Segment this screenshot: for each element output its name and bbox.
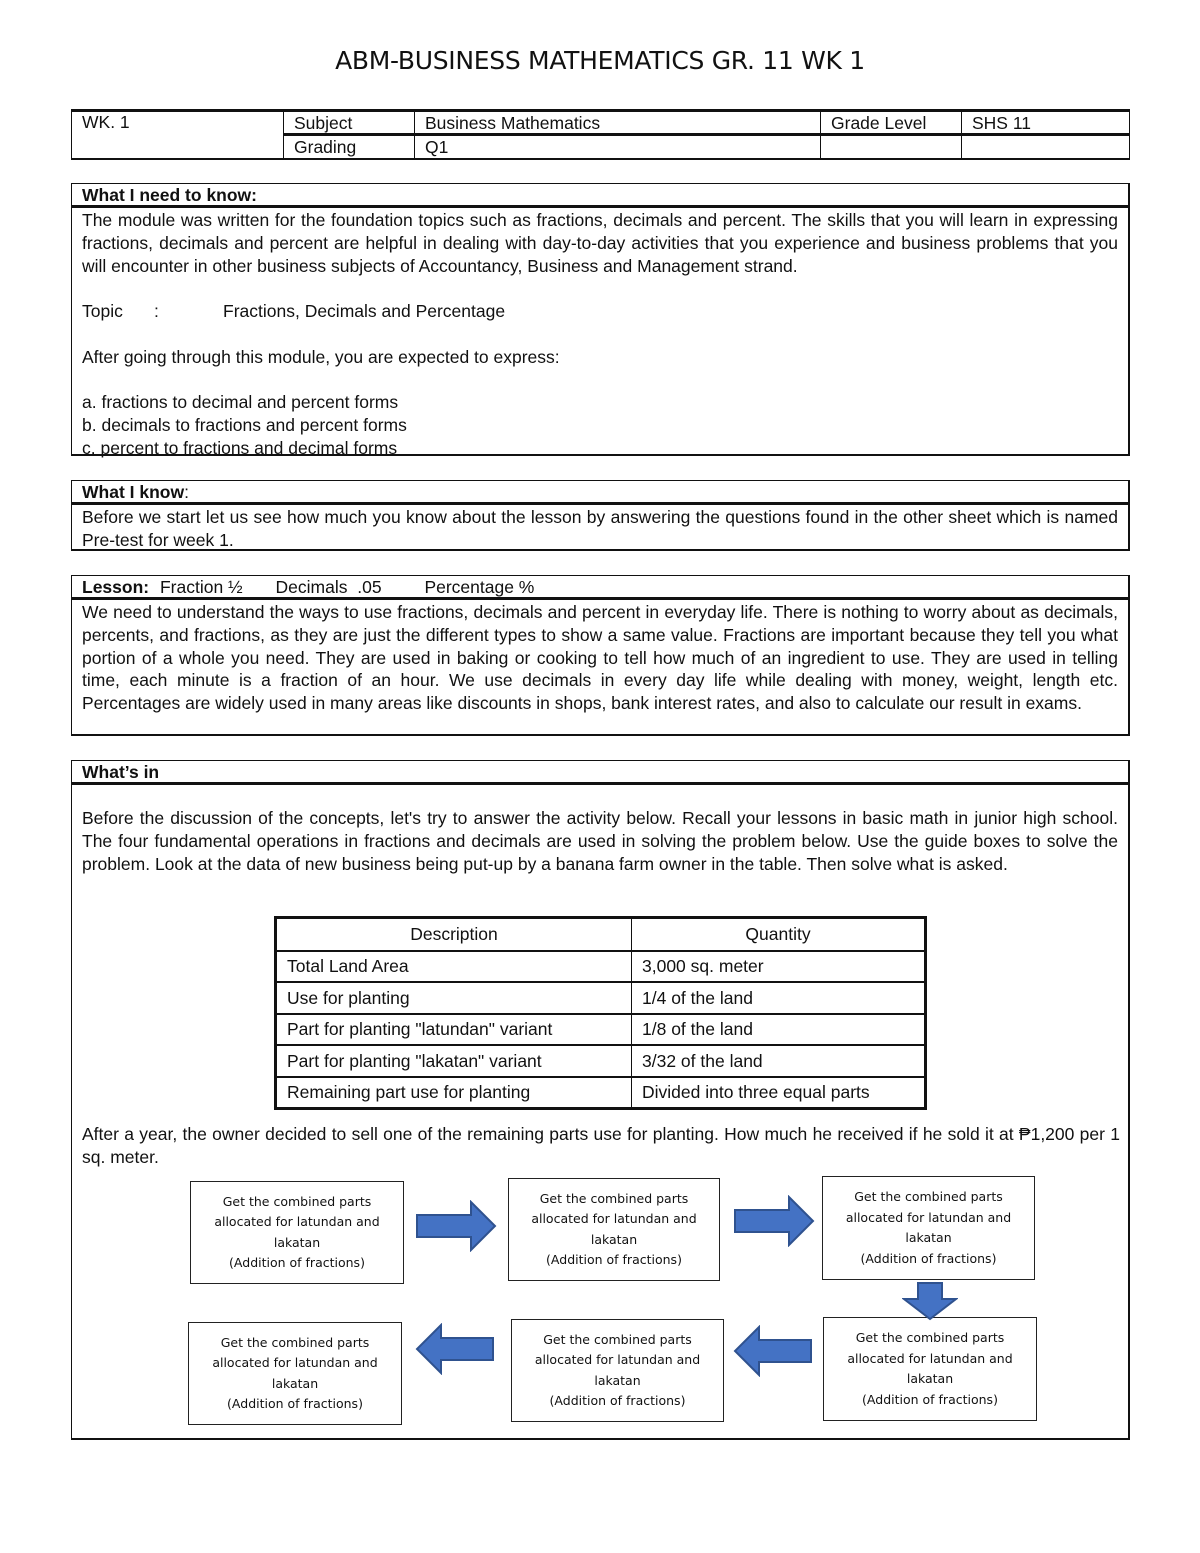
grading-value: Q1	[415, 135, 821, 159]
heading-text: What’s in	[82, 762, 160, 782]
step-box-1	[190, 1181, 404, 1284]
table-cell: Use for planting	[276, 982, 632, 1014]
table-row	[276, 1045, 926, 1077]
step-text: Get the combined parts	[539, 1190, 689, 1206]
arrow-left-icon	[733, 1325, 813, 1377]
column-header-quantity: Quantity	[632, 918, 926, 951]
step-text: lakatan	[906, 1371, 954, 1386]
step-text: Get the combined parts	[854, 1189, 1003, 1204]
lesson-section	[71, 575, 1130, 736]
step-text: (Addition of fractions)	[227, 1396, 363, 1411]
table-cell: 3,000 sq. meter	[632, 951, 926, 983]
step-text: (Addition of fractions)	[862, 1391, 998, 1407]
grading-label: Grading	[284, 135, 415, 159]
topic-value: Fractions, Decimals and Percentage	[223, 301, 506, 322]
step-text: (Addition of fractions)	[546, 1252, 682, 1267]
step-text: allocated for latundan and	[534, 1352, 701, 1367]
step-box-3	[822, 1176, 1035, 1280]
lesson-heading	[72, 576, 1128, 600]
step-box-5	[511, 1319, 724, 1422]
need-to-know-paragraph: The module was written for the foundation topics such as fractions, decimals and percent. The skills that you will learn in expressing fractions, decimals and percent are helpful in dealing with day-to-day activities that you experience and business problems that you will encounter in other business subjects of Accountancy, Business and Management strand.	[82, 210, 1118, 276]
whats-in-heading	[72, 761, 1128, 785]
step-text: allocated for latundan and	[847, 1350, 1013, 1366]
week-cell: WK. 1	[72, 111, 284, 159]
step-text: allocated for latundan and	[845, 1209, 1012, 1225]
column-header-description: Description	[276, 918, 632, 951]
table-row	[276, 982, 926, 1014]
step-text: Get the combined parts	[543, 1331, 692, 1347]
step-text: allocated for latundan and	[212, 1355, 378, 1370]
need-to-know-heading	[72, 184, 1128, 208]
step-text: lakatan	[273, 1234, 321, 1250]
table-cell: Part for planting "lakatan" variant	[276, 1045, 632, 1077]
table-row	[276, 951, 926, 983]
step-text: (Addition of fractions)	[860, 1250, 997, 1266]
what-i-know-paragraph: Before we start let us see how much you know about the lesson by answering the questions found in the other sheet which is named Pre-test for week 1.	[82, 507, 1118, 550]
table-row	[276, 1077, 926, 1109]
arrow-right-icon	[415, 1200, 497, 1252]
step-text: Get the combined parts	[220, 1334, 370, 1350]
step-text: lakatan	[905, 1230, 952, 1245]
step-box-4	[823, 1317, 1037, 1421]
arrow-left-icon	[415, 1323, 495, 1375]
lesson-fraction: Fraction ½	[159, 577, 243, 597]
heading-text: What I need to know:	[82, 185, 257, 205]
arrow-down-icon	[902, 1281, 958, 1321]
step-text: Get the combined parts	[855, 1330, 1005, 1345]
step-box-6	[188, 1322, 402, 1425]
banana-farm-table	[274, 916, 927, 1110]
subject-label: Subject	[284, 111, 415, 135]
objective-b: b. decimals to fractions and percent forms	[82, 415, 407, 436]
step-text: lakatan	[590, 1231, 638, 1247]
topic-colon: :	[154, 301, 159, 322]
step-text: lakatan	[594, 1372, 641, 1388]
table-cell: Remaining part use for planting	[276, 1077, 632, 1109]
lesson-percentage: Percentage %	[424, 577, 535, 597]
step-text: (Addition of fractions)	[549, 1393, 686, 1408]
table-cell: Total Land Area	[276, 951, 632, 983]
expectation-text: After going through this module, you are expected to express:	[82, 346, 560, 367]
heading-text: Lesson:	[82, 577, 150, 597]
grade-level-label: Grade Level	[821, 111, 962, 135]
heading-suffix: :	[184, 482, 189, 502]
lesson-decimals: Decimals .05	[275, 577, 382, 597]
heading-text: What I know	[82, 482, 185, 502]
what-i-know-heading	[72, 481, 1128, 505]
table-cell: Part for planting "latundan" variant	[276, 1014, 632, 1046]
lesson-paragraph: We need to understand the ways to use fractions, decimals and percent in everyday life. There is nothing to worry about as decimals, percents, and fractions, as they are just the different types to show a same value. Fractions are important because they tell you what portion of a whole you need. They are used in baking or cooking to tell how much of an ingredient to use. They are used in telling time, each minute is a fraction of an hour. We use decimals in every day life while dealing with money, weight, length etc. Percentages are widely used in many areas like discounts in shops, bank interest rates, and also to calculate our result in exams.	[82, 602, 1118, 714]
problem-question: After a year, the owner decided to sell one of the remaining parts use for planting. How much he received if he sold it at ₱1,200 per 1 sq. meter.	[82, 1124, 1120, 1167]
objective-c: c. percent to fractions and decimal forms	[82, 437, 398, 458]
grade-level-value: SHS 11	[962, 111, 1130, 135]
step-text: allocated for latundan and	[214, 1214, 380, 1229]
table-cell: 3/32 of the land	[632, 1045, 926, 1077]
topic-line	[82, 300, 1118, 323]
step-text: lakatan	[271, 1375, 319, 1391]
objective-a: a. fractions to decimal and percent forms	[82, 392, 399, 413]
empty-cell	[821, 135, 962, 159]
info-table	[71, 109, 1130, 160]
step-text: (Addition of fractions)	[229, 1255, 365, 1270]
table-cell: 1/8 of the land	[632, 1014, 926, 1046]
what-i-know-section	[71, 480, 1130, 551]
empty-cell	[962, 135, 1130, 159]
need-to-know-section	[71, 183, 1130, 456]
table-cell: 1/4 of the land	[632, 982, 926, 1014]
step-text: Get the combined parts	[222, 1193, 372, 1209]
table-cell: Divided into three equal parts	[632, 1077, 926, 1109]
arrow-right-icon	[733, 1195, 815, 1247]
document-title: ABM-BUSINESS MATHEMATICS GR. 11 WK 1	[335, 46, 865, 75]
subject-value: Business Mathematics	[415, 111, 821, 135]
topic-label: Topic	[82, 301, 123, 322]
table-row	[276, 1014, 926, 1046]
step-box-2	[508, 1178, 720, 1281]
step-text: allocated for latundan and	[531, 1211, 697, 1226]
whats-in-paragraph: Before the discussion of the concepts, let's try to answer the activity below. Recall your lessons in basic math in junior high school. The four fundamental operations in fractions and decimals are used in solving the problem below. Use the guide boxes to solve the problem. Look at the data of new business being put-up by a banana farm owner in the table. Then solve what is asked.	[82, 808, 1118, 874]
